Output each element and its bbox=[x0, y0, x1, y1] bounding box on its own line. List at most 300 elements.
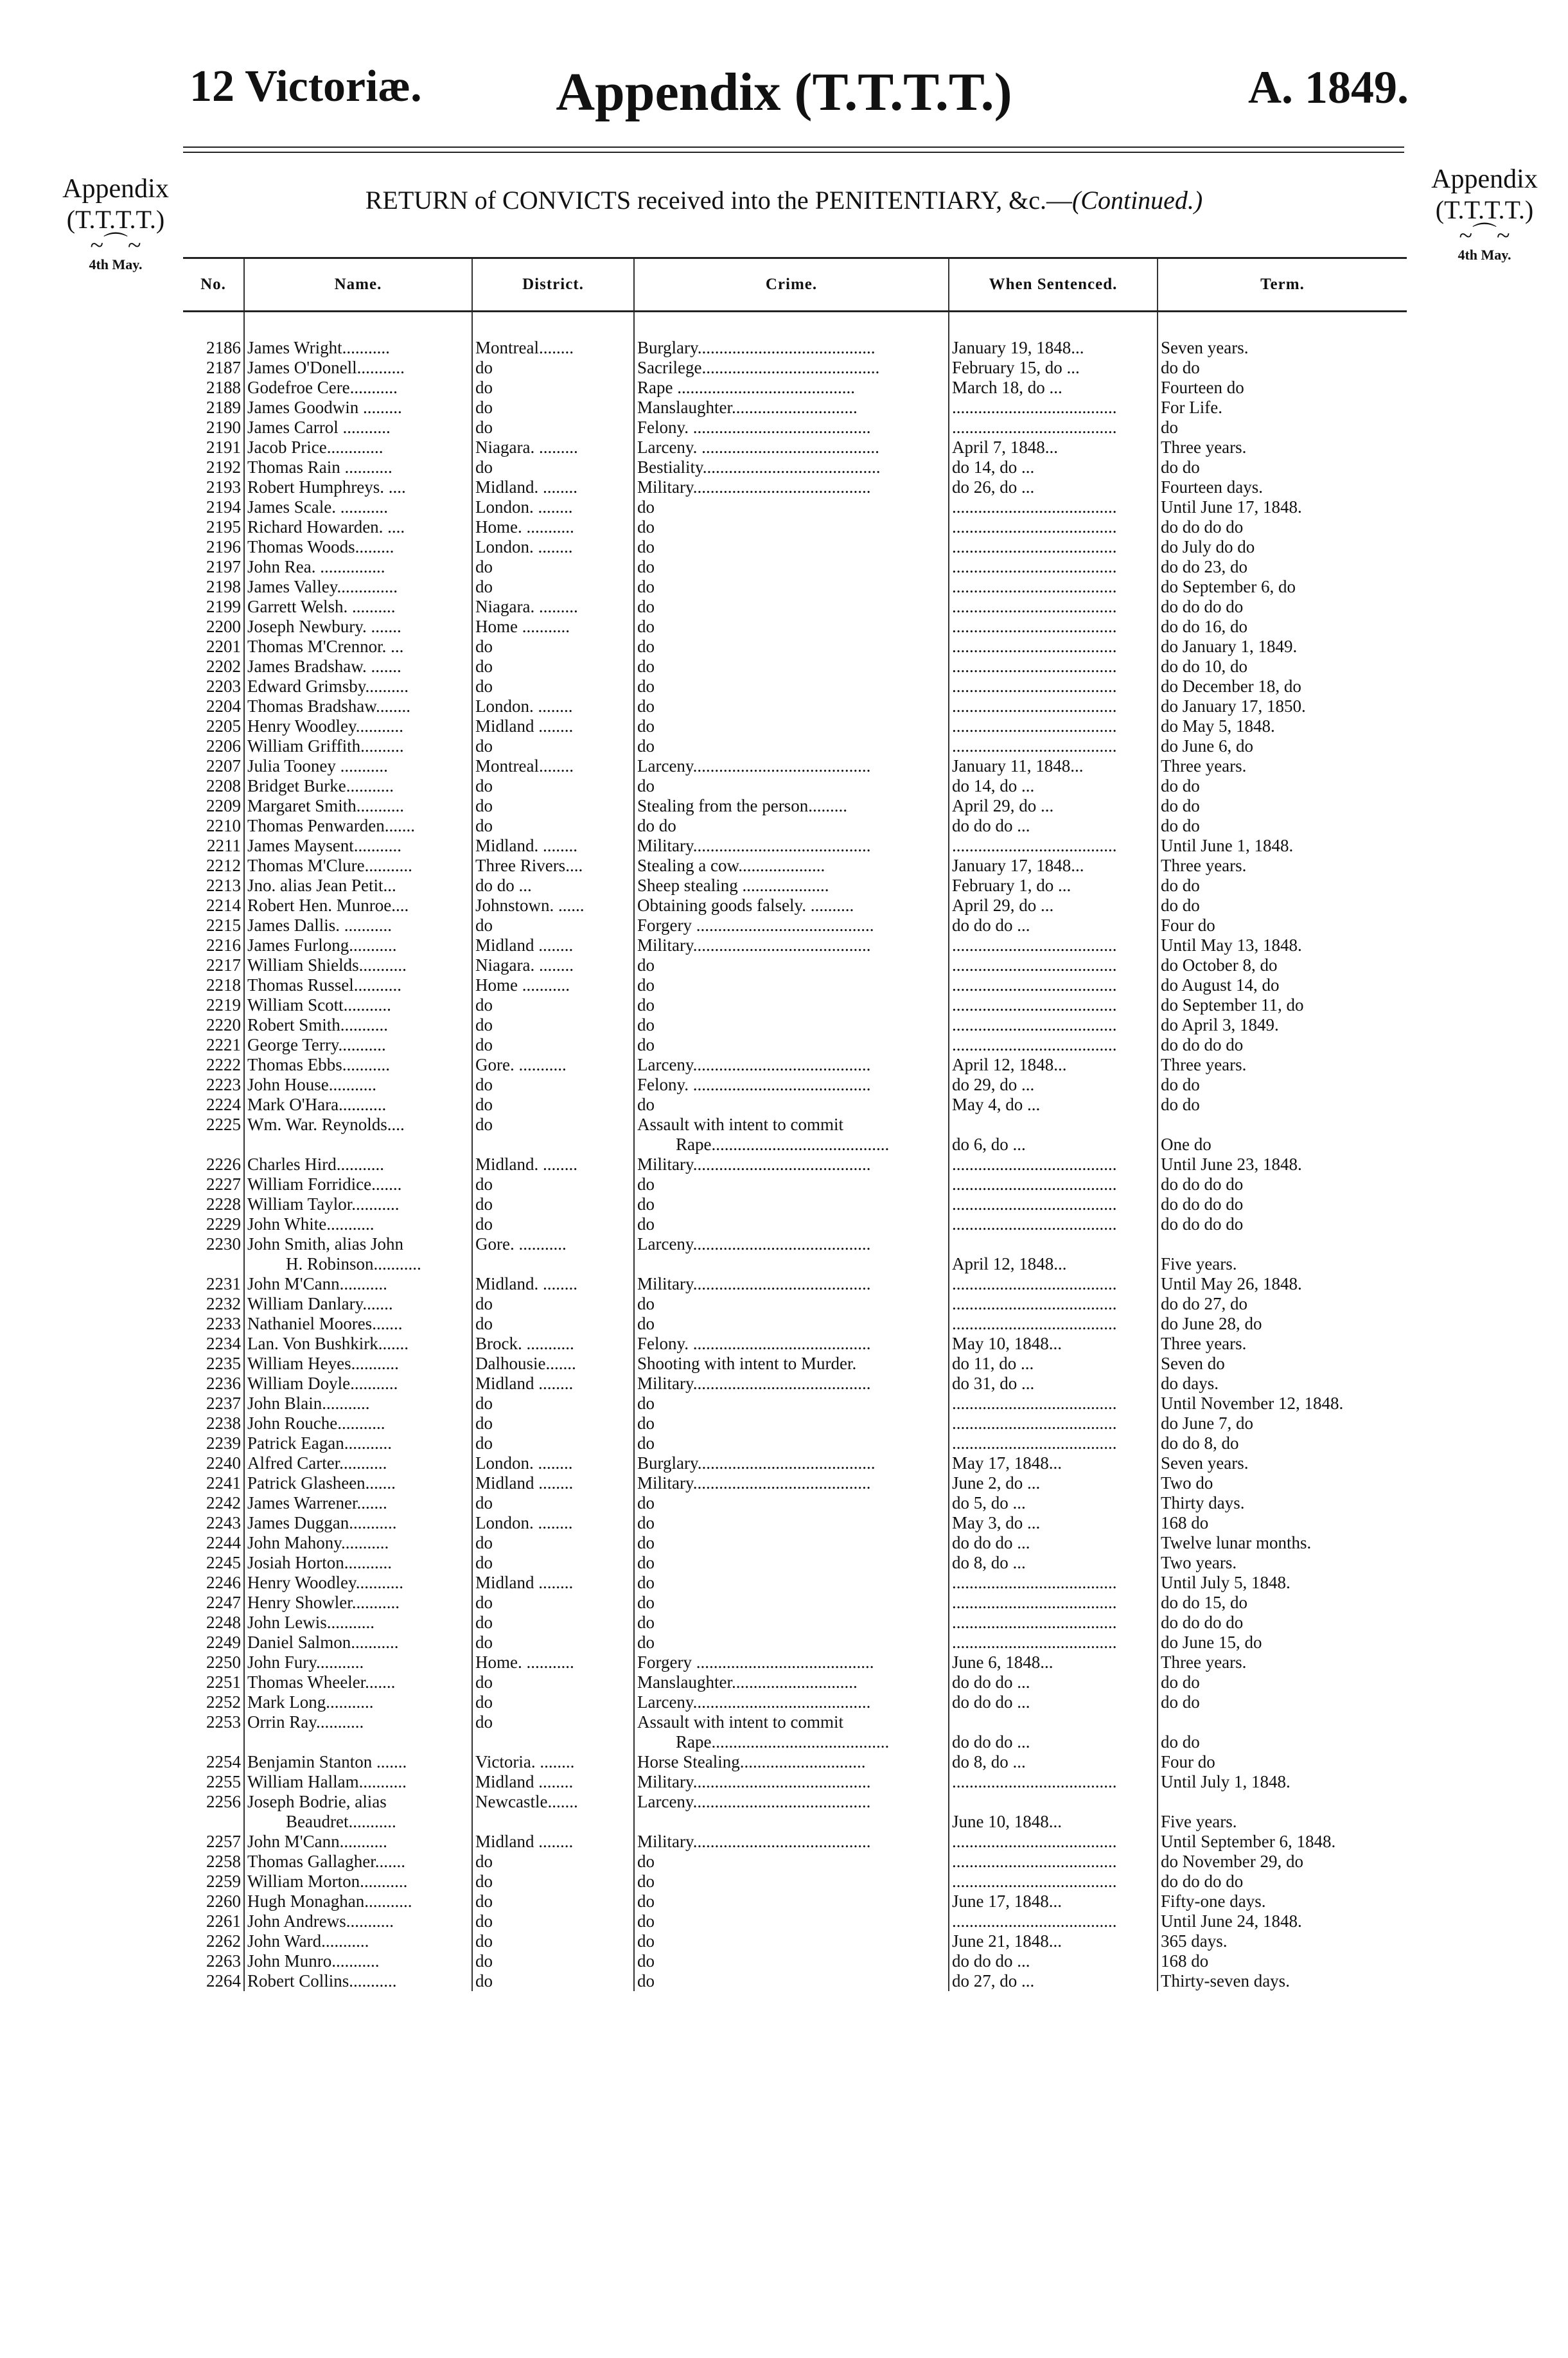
cell-sentenced bbox=[949, 1374, 1158, 1394]
cell-sentenced-text: ...................................... bbox=[952, 1155, 1117, 1174]
cell-term bbox=[1158, 1095, 1407, 1115]
cell-district-text: Brock. ........... bbox=[475, 1334, 574, 1353]
table-row bbox=[183, 1394, 1407, 1414]
cell-sentenced bbox=[949, 457, 1158, 477]
cell-no-text: 2257 bbox=[206, 1832, 241, 1851]
cell-name-text: Robert Smith........... bbox=[247, 1015, 389, 1034]
cell-no bbox=[183, 1792, 244, 1832]
cell-pad bbox=[952, 1234, 1154, 1254]
ornament-icon: ~⌒~ bbox=[1459, 222, 1510, 249]
cell-district-text: do do ... bbox=[475, 876, 532, 895]
cell-term bbox=[1158, 1314, 1407, 1334]
cell-sentenced bbox=[949, 696, 1158, 716]
cell-sentenced bbox=[949, 557, 1158, 577]
table-body bbox=[183, 312, 1407, 1992]
cell-no bbox=[183, 1453, 244, 1473]
cell-term bbox=[1158, 338, 1407, 358]
cell-name bbox=[244, 1194, 472, 1214]
margin-note-label: Appendix bbox=[62, 174, 169, 204]
cell-term-text: do do bbox=[1161, 1732, 1200, 1751]
cell-crime bbox=[634, 1672, 949, 1692]
cell-no-text: 2218 bbox=[206, 975, 241, 995]
cell-district-text: do bbox=[475, 1035, 493, 1054]
cell-term bbox=[1158, 637, 1407, 657]
cell-term-text: do January 17, 1850. bbox=[1161, 696, 1306, 716]
cell-term bbox=[1158, 696, 1407, 716]
cell-term-text: do do do do bbox=[1161, 1214, 1244, 1234]
cell-no bbox=[183, 1115, 244, 1155]
cell-sentenced bbox=[949, 1951, 1158, 1971]
margin-note-date: 4th May. bbox=[1458, 247, 1511, 263]
cell-no-text: 2222 bbox=[206, 1055, 241, 1074]
cell-term-text: do September 11, do bbox=[1161, 995, 1304, 1015]
cell-district-text: Home ........... bbox=[475, 617, 570, 636]
cell-term bbox=[1158, 856, 1407, 876]
cell-term bbox=[1158, 836, 1407, 856]
cell-name bbox=[244, 995, 472, 1015]
table-row bbox=[183, 1772, 1407, 1792]
table-row bbox=[183, 916, 1407, 935]
cell-sentenced bbox=[949, 1155, 1158, 1175]
cell-sentenced-text: June 17, 1848... bbox=[952, 1892, 1062, 1911]
cell-no bbox=[183, 438, 244, 457]
cell-district-text: do bbox=[475, 1672, 493, 1692]
cell-no bbox=[183, 1294, 244, 1314]
cell-name bbox=[244, 1234, 472, 1274]
cell-district-text: do bbox=[475, 398, 493, 417]
cell-name bbox=[244, 1971, 472, 1991]
cell-sentenced bbox=[949, 1872, 1158, 1892]
cell-no bbox=[183, 776, 244, 796]
page-header-left: 12 Victoriæ. bbox=[189, 62, 422, 111]
cell-crime-text: Forgery ......................................... bbox=[637, 916, 874, 935]
cell-name bbox=[244, 1155, 472, 1175]
cell-crime-text: do bbox=[637, 776, 655, 795]
cell-no-text: 2210 bbox=[206, 816, 241, 835]
cell-district-text: Niagara. ......... bbox=[475, 597, 578, 616]
table-row bbox=[183, 1852, 1407, 1872]
cell-district bbox=[472, 896, 634, 916]
cell-term bbox=[1158, 497, 1407, 517]
cell-district-text: Gore. ........... bbox=[475, 1234, 567, 1254]
cell-name bbox=[244, 1035, 472, 1055]
table-row bbox=[183, 1214, 1407, 1234]
cell-term-text: do April 3, 1849. bbox=[1161, 1015, 1279, 1034]
cell-name-text: Thomas Woods......... bbox=[247, 537, 394, 556]
cell-sentenced bbox=[949, 1055, 1158, 1075]
cell-crime bbox=[634, 1493, 949, 1513]
cell-sentenced bbox=[949, 1274, 1158, 1294]
cell-district bbox=[472, 1752, 634, 1772]
cell-sentenced bbox=[949, 1015, 1158, 1035]
cell-crime-text: do bbox=[637, 1931, 655, 1951]
cell-sentenced bbox=[949, 1234, 1158, 1274]
cell-district bbox=[472, 637, 634, 657]
cell-term-text: Fourteen do bbox=[1161, 378, 1244, 397]
cell-district bbox=[472, 1234, 634, 1274]
cell-crime bbox=[634, 916, 949, 935]
cell-no bbox=[183, 657, 244, 677]
cell-name-text: Mark O'Hara........... bbox=[247, 1095, 387, 1114]
cell-district-text: do bbox=[475, 1553, 493, 1572]
cell-term-text: do do do do bbox=[1161, 597, 1244, 616]
cell-no bbox=[183, 1633, 244, 1653]
cell-crime bbox=[634, 1712, 949, 1752]
cell-district-text: Home ........... bbox=[475, 975, 570, 995]
cell-sentenced-text: ...................................... bbox=[952, 1035, 1117, 1054]
cell-name bbox=[244, 1573, 472, 1593]
cell-no bbox=[183, 1593, 244, 1613]
cell-district-text: do bbox=[475, 1095, 493, 1114]
cell-term-text: Until May 26, 1848. bbox=[1161, 1274, 1302, 1293]
cell-district-text: Niagara. ......... bbox=[475, 438, 578, 457]
cell-sentenced-text: April 7, 1848... bbox=[952, 438, 1058, 457]
cell-pad bbox=[1161, 1792, 1404, 1812]
cell-no bbox=[183, 1055, 244, 1075]
cell-crime-text: Sheep stealing .................... bbox=[637, 876, 829, 895]
cell-district bbox=[472, 1573, 634, 1593]
cell-sentenced bbox=[949, 517, 1158, 537]
cell-sentenced bbox=[949, 1493, 1158, 1513]
cell-term bbox=[1158, 1613, 1407, 1633]
cell-sentenced-text: ...................................... bbox=[952, 617, 1117, 636]
cell-no-text: 2208 bbox=[206, 776, 241, 795]
cell-crime-text: Sacrilege......................................... bbox=[637, 358, 880, 377]
cell-no-text: 2217 bbox=[206, 955, 241, 975]
cell-district-text: do bbox=[475, 1075, 493, 1094]
cell-sentenced-text: do do do ... bbox=[952, 1732, 1030, 1751]
cell-term bbox=[1158, 1155, 1407, 1175]
cell-name bbox=[244, 1414, 472, 1433]
cell-crime-text: Military......................................... bbox=[637, 1374, 871, 1393]
cell-district-text: do bbox=[475, 637, 493, 656]
cell-no bbox=[183, 497, 244, 517]
cell-no-text: 2204 bbox=[206, 696, 241, 716]
cell-district bbox=[472, 517, 634, 537]
cell-no bbox=[183, 1075, 244, 1095]
cell-crime bbox=[634, 896, 949, 916]
cell-crime bbox=[634, 1175, 949, 1194]
cell-crime-text: do bbox=[637, 1911, 655, 1931]
cell-no bbox=[183, 1852, 244, 1872]
cell-district bbox=[472, 338, 634, 358]
cell-name bbox=[244, 696, 472, 716]
cell-name bbox=[244, 378, 472, 398]
cell-district bbox=[472, 1692, 634, 1712]
cell-sentenced bbox=[949, 398, 1158, 418]
cell-name bbox=[244, 398, 472, 418]
cell-district bbox=[472, 1892, 634, 1911]
cell-sentenced-text: do 14, do ... bbox=[952, 457, 1035, 477]
cell-district bbox=[472, 1911, 634, 1931]
cell-no bbox=[183, 1473, 244, 1493]
cell-term bbox=[1158, 1911, 1407, 1931]
cell-sentenced bbox=[949, 1433, 1158, 1453]
cell-district bbox=[472, 597, 634, 617]
cell-district-text: Gore. ........... bbox=[475, 1055, 567, 1074]
cell-name-text: Thomas M'Clure........... bbox=[247, 856, 412, 875]
cell-crime bbox=[634, 876, 949, 896]
cell-sentenced bbox=[949, 1553, 1158, 1573]
cell-district bbox=[472, 1832, 634, 1852]
cell-no bbox=[183, 756, 244, 776]
cell-term bbox=[1158, 796, 1407, 816]
cell-term-text: Two years. bbox=[1161, 1553, 1237, 1572]
cell-name-text: Orrin Ray........... bbox=[247, 1712, 364, 1732]
cell-name-text: Thomas Russel........... bbox=[247, 975, 401, 995]
table-row bbox=[183, 1692, 1407, 1712]
cell-name bbox=[244, 1672, 472, 1692]
cell-sentenced bbox=[949, 935, 1158, 955]
cell-crime bbox=[634, 1792, 949, 1832]
cell-district-text: Niagara. ........ bbox=[475, 955, 574, 975]
cell-no bbox=[183, 1553, 244, 1573]
cell-no bbox=[183, 517, 244, 537]
cell-crime bbox=[634, 856, 949, 876]
cell-sentenced-text: do do do ... bbox=[952, 1951, 1030, 1971]
cell-district bbox=[472, 577, 634, 597]
cell-crime-text: do bbox=[637, 637, 655, 656]
cell-district-text: Midland ........ bbox=[475, 935, 574, 955]
cell-pad bbox=[952, 1792, 1154, 1812]
table-title bbox=[0, 185, 1568, 215]
cell-district-text: do bbox=[475, 1633, 493, 1652]
cell-sentenced-text: ...................................... bbox=[952, 696, 1117, 716]
cell-district bbox=[472, 1354, 634, 1374]
cell-sentenced-text: ...................................... bbox=[952, 1573, 1117, 1592]
cell-sentenced bbox=[949, 418, 1158, 438]
cell-sentenced-text: do 29, do ... bbox=[952, 1075, 1035, 1094]
cell-sentenced-text: ...................................... bbox=[952, 418, 1117, 437]
cell-sentenced-text: June 10, 1848... bbox=[952, 1812, 1062, 1831]
cell-name-text: James Carrol ........... bbox=[247, 418, 391, 437]
cell-no bbox=[183, 338, 244, 358]
table-header-row bbox=[183, 258, 1407, 312]
cell-no bbox=[183, 1772, 244, 1792]
cell-term-text: do June 6, do bbox=[1161, 736, 1253, 756]
cell-term bbox=[1158, 1055, 1407, 1075]
cell-district bbox=[472, 1613, 634, 1633]
cell-no bbox=[183, 716, 244, 736]
cell-name bbox=[244, 657, 472, 677]
cell-crime-text: Stealing from the person......... bbox=[637, 796, 847, 815]
cell-no-text: 2213 bbox=[206, 876, 241, 895]
cell-name-text: James Dallis. ........... bbox=[247, 916, 392, 935]
cell-term-text: Seven do bbox=[1161, 1354, 1225, 1373]
cell-crime bbox=[634, 1772, 949, 1792]
cell-term bbox=[1158, 597, 1407, 617]
cell-sentenced bbox=[949, 796, 1158, 816]
cell-crime bbox=[634, 955, 949, 975]
cell-crime-text: Burglary......................................... bbox=[637, 338, 876, 357]
cell-term-text: Three years. bbox=[1161, 438, 1247, 457]
table-row bbox=[183, 1931, 1407, 1951]
cell-name-text: Robert Hen. Munroe.... bbox=[247, 896, 409, 915]
cell-term bbox=[1158, 955, 1407, 975]
cell-no-text: 2234 bbox=[206, 1334, 241, 1353]
table-row bbox=[183, 398, 1407, 418]
cell-no bbox=[183, 1314, 244, 1334]
column-header-no: No. bbox=[183, 258, 244, 312]
cell-term-text: do days. bbox=[1161, 1374, 1219, 1393]
cell-term-text: Four do bbox=[1161, 1752, 1215, 1771]
table-row bbox=[183, 1095, 1407, 1115]
cell-sentenced-text: ...................................... bbox=[952, 975, 1117, 995]
cell-crime-text: Larceny......................................... bbox=[637, 1055, 871, 1074]
cell-district-text: Home. ........... bbox=[475, 1653, 574, 1672]
cell-name bbox=[244, 1931, 472, 1951]
cell-district-text: Midland ........ bbox=[475, 716, 574, 736]
cell-crime bbox=[634, 1453, 949, 1473]
table-row bbox=[183, 736, 1407, 756]
cell-name-text: James Bradshaw. ....... bbox=[247, 657, 401, 676]
cell-name-text: Jno. alias Jean Petit... bbox=[247, 876, 396, 895]
cell-name bbox=[244, 1852, 472, 1872]
cell-crime-text: Military......................................... bbox=[637, 1772, 871, 1791]
cell-term-text: do do 27, do bbox=[1161, 1294, 1247, 1313]
cell-crime bbox=[634, 756, 949, 776]
cell-term-text: Five years. bbox=[1161, 1254, 1237, 1273]
cell-crime bbox=[634, 1752, 949, 1772]
header-rule bbox=[183, 152, 1404, 153]
cell-term bbox=[1158, 1752, 1407, 1772]
cell-no-text: 2200 bbox=[206, 617, 241, 636]
cell-crime-text: do bbox=[637, 1573, 655, 1592]
cell-name-text: Garrett Welsh. .......... bbox=[247, 597, 396, 616]
cell-district bbox=[472, 1453, 634, 1473]
cell-crime bbox=[634, 935, 949, 955]
cell-district-text: do bbox=[475, 1493, 493, 1512]
cell-sentenced bbox=[949, 1573, 1158, 1593]
cell-term bbox=[1158, 896, 1407, 916]
cell-crime bbox=[634, 836, 949, 856]
cell-no-text: 2206 bbox=[206, 736, 241, 756]
cell-district-text: do bbox=[475, 1433, 493, 1453]
cell-crime-text: do bbox=[637, 557, 655, 576]
cell-name bbox=[244, 975, 472, 995]
cell-crime bbox=[634, 497, 949, 517]
cell-sentenced-text: May 10, 1848... bbox=[952, 1334, 1062, 1353]
cell-no bbox=[183, 916, 244, 935]
cell-no bbox=[183, 1892, 244, 1911]
cell-name bbox=[244, 796, 472, 816]
cell-no-text: 2227 bbox=[206, 1175, 241, 1194]
cell-district bbox=[472, 457, 634, 477]
cell-sentenced-text: do 8, do ... bbox=[952, 1752, 1026, 1771]
cell-no-text: 2193 bbox=[206, 477, 241, 497]
cell-district bbox=[472, 876, 634, 896]
cell-term-text: do do do do bbox=[1161, 517, 1244, 536]
cell-name-text: Godefroe Cere........... bbox=[247, 378, 398, 397]
cell-no-text: 2191 bbox=[206, 438, 241, 457]
cell-district bbox=[472, 1155, 634, 1175]
table-row bbox=[183, 557, 1407, 577]
cell-crime bbox=[634, 995, 949, 1015]
cell-district-text: do bbox=[475, 1931, 493, 1951]
cell-crime bbox=[634, 1692, 949, 1712]
cell-crime bbox=[634, 1633, 949, 1653]
cell-name-text: Josiah Horton........... bbox=[247, 1553, 392, 1572]
cell-no-text: 2186 bbox=[206, 338, 241, 357]
cell-sentenced-text: ...................................... bbox=[952, 1613, 1117, 1632]
cell-term-text: do do 16, do bbox=[1161, 617, 1247, 636]
cell-name-text: Patrick Glasheen....... bbox=[247, 1473, 396, 1493]
cell-district-text: Midland ........ bbox=[475, 1374, 574, 1393]
cell-no bbox=[183, 1214, 244, 1234]
cell-term-text: Two do bbox=[1161, 1473, 1213, 1493]
table-row bbox=[183, 1653, 1407, 1672]
cell-name-continued: Beaudret........... bbox=[286, 1812, 396, 1831]
cell-sentenced-text: January 17, 1848... bbox=[952, 856, 1084, 875]
cell-no-text: 2229 bbox=[206, 1214, 241, 1234]
cell-district bbox=[472, 1274, 634, 1294]
cell-sentenced bbox=[949, 1115, 1158, 1155]
cell-no bbox=[183, 577, 244, 597]
cell-name bbox=[244, 517, 472, 537]
cell-district bbox=[472, 1593, 634, 1613]
cell-no-text: 2254 bbox=[206, 1752, 241, 1771]
cell-crime-text: do bbox=[637, 497, 655, 517]
cell-name-text: Daniel Salmon........... bbox=[247, 1633, 399, 1652]
cell-sentenced-text: ...................................... bbox=[952, 1314, 1117, 1333]
cell-term-text: do do do do bbox=[1161, 1175, 1244, 1194]
cell-term-text: do July do do bbox=[1161, 537, 1255, 556]
cell-sentenced-text: ...................................... bbox=[952, 657, 1117, 676]
column-header-name: Name. bbox=[244, 258, 472, 312]
cell-term-text: Three years. bbox=[1161, 1055, 1247, 1074]
cell-district bbox=[472, 796, 634, 816]
table-row bbox=[183, 876, 1407, 896]
table-title-main: RETURN of CONVICTS received into the PENITENTIARY, &c.— bbox=[365, 186, 1072, 215]
table-spacer bbox=[183, 312, 1407, 339]
cell-name-text: William Scott........... bbox=[247, 995, 391, 1015]
cell-sentenced bbox=[949, 916, 1158, 935]
table-row bbox=[183, 1453, 1407, 1473]
cell-no-text: 2225 bbox=[206, 1115, 241, 1134]
cell-district-text: Newcastle....... bbox=[475, 1792, 578, 1811]
cell-crime-text: do bbox=[637, 1493, 655, 1512]
cell-name bbox=[244, 1175, 472, 1194]
cell-crime-text: Horse Stealing............................. bbox=[637, 1752, 866, 1771]
cell-crime-text: do bbox=[637, 617, 655, 636]
cell-name bbox=[244, 1832, 472, 1852]
cell-sentenced bbox=[949, 816, 1158, 836]
cell-sentenced bbox=[949, 1314, 1158, 1334]
cell-sentenced bbox=[949, 637, 1158, 657]
cell-name-text: James O'Donell........... bbox=[247, 358, 405, 377]
cell-term bbox=[1158, 1414, 1407, 1433]
table-row bbox=[183, 517, 1407, 537]
table-row bbox=[183, 696, 1407, 716]
cell-district bbox=[472, 358, 634, 378]
cell-district-text: do bbox=[475, 1971, 493, 1990]
cell-term bbox=[1158, 1533, 1407, 1553]
cell-crime bbox=[634, 1075, 949, 1095]
cell-term bbox=[1158, 1274, 1407, 1294]
table-row bbox=[183, 1672, 1407, 1692]
cell-district-text: do bbox=[475, 1951, 493, 1971]
cell-crime-text: do bbox=[637, 955, 655, 975]
cell-district bbox=[472, 617, 634, 637]
cell-term bbox=[1158, 378, 1407, 398]
cell-crime-text: Burglary......................................... bbox=[637, 1453, 876, 1473]
cell-sentenced-text: do do do ... bbox=[952, 1692, 1030, 1712]
cell-name-text: John Ward........... bbox=[247, 1931, 369, 1951]
table-row bbox=[183, 1234, 1407, 1274]
cell-no-text: 2223 bbox=[206, 1075, 241, 1094]
cell-name bbox=[244, 1712, 472, 1752]
cell-sentenced bbox=[949, 1772, 1158, 1792]
